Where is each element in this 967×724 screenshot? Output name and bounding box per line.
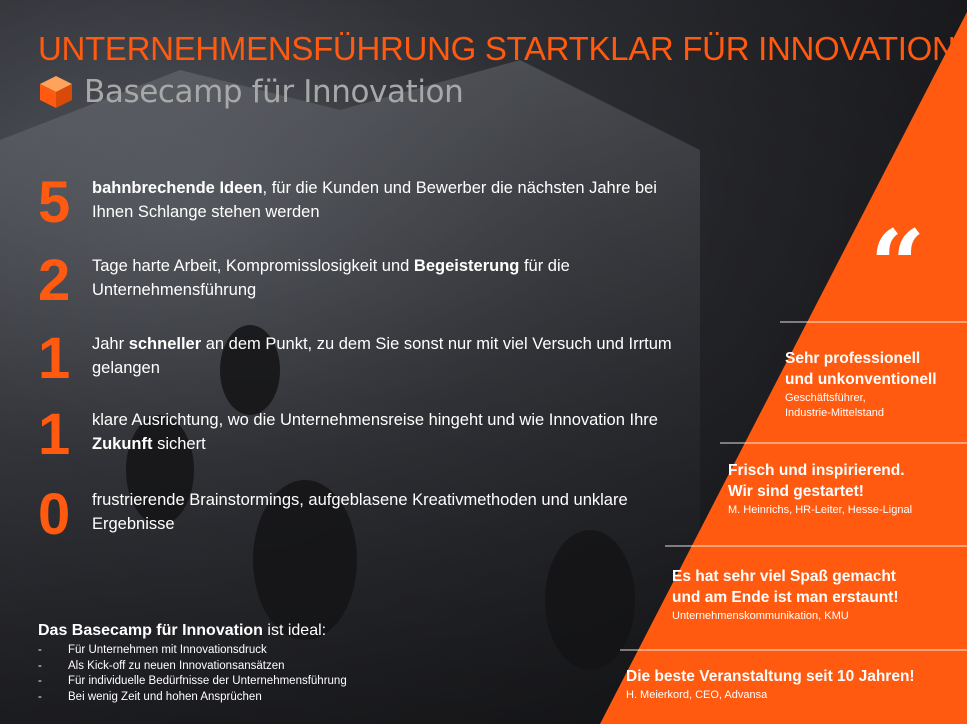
list-item — [38, 659, 347, 675]
testimonial-quote: Es hat sehr viel Spaß gemacht — [672, 568, 896, 585]
testimonial-source: Unternehmenskommunikation, KMU — [672, 610, 849, 622]
testimonial-quote: und am Ende ist man erstaunt! — [672, 589, 899, 606]
stat-text-part: an dem Punkt, zu dem Sie sonst nur mit viel Versuch und Irrtum gelangen — [92, 335, 672, 377]
page-title: UNTERNEHMENSFÜHRUNG STARTKLAR FÜR INNOVATION — [38, 30, 956, 67]
ideal-title — [38, 622, 347, 640]
stat-number: 0 — [38, 482, 71, 547]
testimonial — [626, 666, 915, 702]
stat-text — [92, 332, 682, 380]
testimonial-quote: Sehr professionell — [785, 350, 921, 367]
dash-bullet: - — [38, 644, 42, 656]
list-item-text: Für Unternehmen mit Innovationsdruck — [68, 644, 267, 656]
dash-bullet: - — [38, 659, 42, 672]
stat-text-part: Jahr — [92, 335, 129, 353]
stat-text — [92, 488, 682, 536]
stat-item — [38, 326, 682, 391]
ideal-list — [38, 643, 347, 705]
quote-icon: “ — [870, 209, 926, 322]
subtitle-text: Basecamp für Innovation — [84, 74, 464, 110]
stat-item — [38, 482, 682, 547]
testimonial-source: H. Meierkord, CEO, Advansa — [626, 689, 768, 701]
stat-text-bold: Begeisterung — [413, 257, 520, 275]
testimonial-quote: Wir sind gestartet! — [728, 483, 864, 500]
cube-icon — [38, 74, 74, 110]
stat-number: 5 — [38, 170, 71, 235]
subtitle — [38, 74, 463, 110]
stat-number: 1 — [38, 402, 71, 467]
testimonial-source: Geschäftsführer, — [785, 392, 866, 404]
stat-text-bold: bahnbrechende Ideen — [92, 179, 263, 197]
testimonial-source: M. Heinrichs, HR-Leiter, Hesse-Lignal — [728, 504, 913, 516]
stat-item — [38, 248, 682, 313]
stat-item — [38, 170, 682, 235]
testimonial — [785, 348, 937, 420]
list-item — [38, 674, 347, 690]
stat-text-part: sichert — [152, 435, 206, 453]
ideal-box — [38, 622, 347, 705]
stat-text-bold: schneller — [128, 335, 202, 353]
list-item-text: Als Kick-off zu neuen Innovationsansätzen — [68, 659, 285, 672]
stat-text — [92, 408, 682, 456]
stat-text-part: für die Unternehmensführung — [92, 257, 570, 299]
list-item-text: Für individuelle Bedürfnisse der Unternehmensführung — [68, 675, 347, 687]
stat-text-part: Tage harte Arbeit, Kompromisslosigkeit und — [92, 257, 414, 275]
testimonial-source: Industrie-Mittelstand — [785, 407, 885, 419]
stat-text-part: klare Ausrichtung, wo die Unternehmensreise hingeht und wie Innovation Ihre — [92, 411, 658, 429]
testimonial — [728, 460, 912, 517]
list-item — [38, 690, 347, 706]
stat-text-bold: Zukunft — [92, 435, 153, 453]
list-item — [38, 643, 347, 659]
dash-bullet: - — [38, 690, 42, 703]
stat-text — [92, 254, 682, 302]
stat-text — [92, 176, 682, 224]
testimonial-quote: Die beste Veranstaltung seit 10 Jahren! — [626, 668, 915, 685]
testimonial-quote: Frisch und inspirierend. — [728, 462, 905, 479]
list-item-text: Bei wenig Zeit und hohen Ansprüchen — [68, 690, 262, 703]
ideal-title-rest: ist ideal: — [262, 622, 327, 639]
stat-text-part: , für die Kunden und Bewerber die nächsten Jahre bei Ihnen Schlange stehen werden — [92, 179, 657, 221]
stat-item — [38, 402, 682, 467]
dash-bullet: - — [38, 675, 42, 687]
ideal-title-bold: Das Basecamp für Innovation — [38, 622, 263, 639]
testimonial-quote: und unkonventionell — [785, 371, 937, 388]
stat-number: 2 — [38, 248, 71, 313]
stat-text-part: frustrierende Brainstormings, aufgeblasene Kreativmethoden und unklare Ergebnisse — [92, 491, 628, 533]
testimonial — [672, 566, 899, 623]
stat-number: 1 — [38, 326, 71, 391]
